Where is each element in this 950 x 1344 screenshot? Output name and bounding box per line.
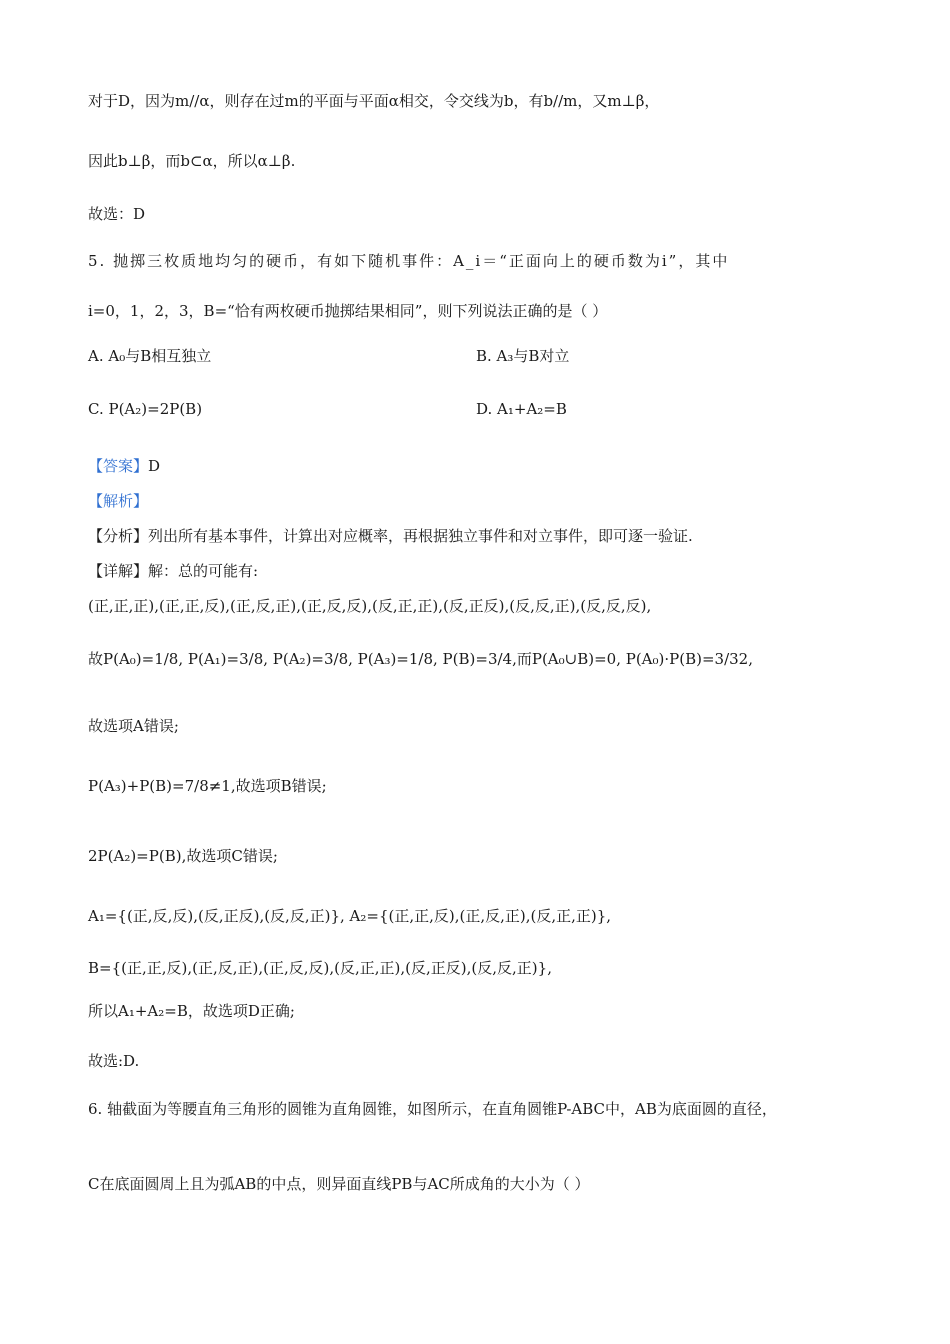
question-5-line2: i=0，1，2，3，B=“恰有两枚硬币抛掷结果相同”，则下列说法正确的是（ ） [88, 302, 608, 320]
line-therefore: 因此b⊥β，而b⊂α，所以α⊥β. [88, 152, 296, 170]
probability-line: 故P(A₀)=1/8, P(A₁)=3/8, P(A₂)=3/8, P(A₃)=1/8, P(B)=3/4,而P(A₀∪B)=0, P(A₀)·P(B)=3/32, [88, 650, 753, 668]
detailed-solution: 【详解】解：总的可能有: [88, 562, 259, 580]
option-a-wrong: 故选项A错误; [88, 717, 179, 735]
analysis-summary: 【分析】列出所有基本事件，计算出对应概率，再根据独立事件和对立事件，即可逐一验证. [88, 527, 693, 545]
set-a1-a2: A₁={(正,反,反),(反,正反),(反,反,正)}, A₂={(正,正,反),(正,反,正),(反,正,正)}, [88, 907, 612, 925]
option-d: D. A₁+A₂=B [476, 400, 567, 418]
option-b-check: P(A₃)+P(B)=7/8≠1,故选项B错误; [88, 777, 327, 795]
answer-tag: 【答案】 [88, 457, 149, 475]
final-choice: 故选:D. [88, 1052, 140, 1070]
outcome-list: (正,正,正),(正,正,反),(正,反,正),(正,反,反),(反,正,正),(反,正反),(反,反,正),(反,反,反), [88, 597, 652, 615]
option-d-correct: 所以A₁+A₂=B，故选项D正确; [88, 1002, 295, 1020]
option-c-check: 2P(A₂)=P(B),故选项C错误; [88, 847, 278, 865]
line-choose-d: 故选：D [88, 205, 146, 223]
question-5-line1: 5. 抛掷三枚质地均匀的硬币，有如下随机事件：A_i＝“正面向上的硬币数为i”，其中 [88, 252, 730, 270]
analysis-tag: 【解析】 [88, 492, 149, 510]
answer-value: D [148, 457, 161, 475]
line-option-d-proof: 对于D，因为m//α，则存在过m的平面与平面α相交，令交线为b，有b//m，又m⊥β， [88, 92, 660, 110]
question-6-line1: 6. 轴截面为等腰直角三角形的圆锥为直角圆锥，如图所示，在直角圆锥P-ABC中，AB为底面圆的直径， [88, 1100, 777, 1118]
option-c: C. P(A₂)=2P(B) [88, 400, 203, 418]
set-b: B={(正,正,反),(正,反,正),(正,反,反),(反,正,正),(反,正反),(反,反,正)}, [88, 959, 552, 977]
question-6-line2: C在底面圆周上且为弧AB的中点，则异面直线PB与AC所成角的大小为（ ） [88, 1175, 590, 1193]
answer-line [88, 455, 160, 476]
option-a: A. A₀与B相互独立 [88, 347, 212, 365]
option-b: B. A₃与B对立 [476, 347, 570, 365]
